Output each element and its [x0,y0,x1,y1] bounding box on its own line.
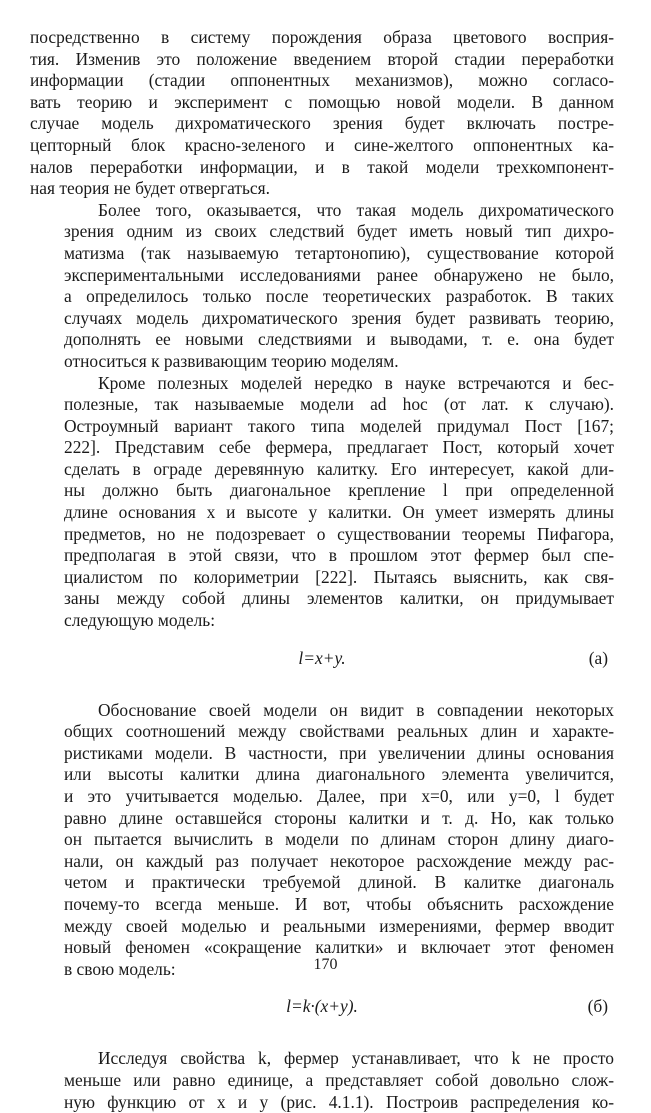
paragraph-1 [30,27,614,200]
text-line: циалистом по колориметрии [222]. Пытаясь выяснить, как свя- [64,566,614,587]
text-line: Остроумный вариант такого типа моделей придумал Пост [167; [64,415,614,436]
text-line: случае модель дихроматического зрения будет включать постре- [30,113,614,134]
text-line: ны должно быть диагональное крепление l при определенной [64,480,614,501]
text-line: 222]. Представим себе фермера, предлагает Пост, который хочет [64,437,614,458]
formula-expression: l=k·(x+y). [286,996,358,1017]
text-line: информации (стадии оппонентных механизмов), можно согласо- [30,70,614,91]
text-line: а определилось только после теоретических разработок. В таких [64,286,614,307]
text-line: сделать в ограде деревянную калитку. Его интересует, какой дли- [64,458,614,479]
text-line: длине основания x и высоте y калитки. Он умеет измерять длины [64,502,614,523]
text-line: между своей моделью и реальными измерениями, фермер вводит [64,915,614,936]
text-line: налов переработки информации, и в такой модели трехкомпонент- [30,156,614,177]
text-line: четом и практически требуемой длиной. В калитке диагональ [64,872,614,893]
text-line: нали, он каждый раз получает некоторое расхождение между рас- [64,850,614,871]
text-line: ную функцию от x и y (рис. 4.1.1). Построив распределения ко- [64,1091,614,1112]
text-line: матизма (так называемую тетартонопию), существование которой [64,242,614,263]
text-line: заны между собой длины элементов калитки, он придумывает [64,588,614,609]
text-line: Более того, оказывается, что такая модель дихроматического [98,199,614,220]
text-line: зрения одним из своих следствий будет иметь новый тип дихро- [64,221,614,242]
text-line: почему-то всегда меньше. И вот, чтобы объяснить расхождение [64,893,614,914]
formula-label: (а) [588,647,608,668]
text-line: равно длине оставшейся стороны калитки и т. д. Но, как только [64,807,614,828]
text-line: Исследуя свойства k, фермер устанавливает, что k не просто [98,1048,614,1069]
text-line: относиться к развивающим теорию моделям. [64,350,399,371]
paragraph-5 [30,1048,614,1113]
text-line: случаях модель дихроматического зрения будет развивать теорию, [64,307,614,328]
paragraph-4 [30,700,614,981]
text-line: ристиками модели. В частности, при увеличении длины основания [64,742,614,763]
formula-label: (б) [587,996,608,1017]
formula-a [30,648,614,670]
text-line: экспериментальными исследованиями ранее обнаружено не было, [64,264,614,285]
paragraph-3 [30,373,614,632]
formula-expression: l=x+y. [298,647,346,668]
text-line: следующую модель: [64,610,216,631]
text-line: цепторный блок красно-зеленого и сине-желтого оппонентных ка- [30,134,614,155]
text-line: полезные, так называемые модели ad hoc (от лат. к случаю). [64,394,614,415]
text-line: посредственно в систему порождения образа цветового восприя- [30,27,614,47]
text-line: вать теорию и эксперимент с помощью новой модели. В данном [30,91,614,112]
text-line: новый феномен «сокращение калитки» и включает этот феномен [64,937,614,958]
paragraph-2 [30,200,614,373]
text-line: предполагая в этой связи, что в прошлом этот фермер был спе- [64,545,614,566]
text-line: и это учитывается моделью. Далее, при x=0, или y=0, l будет [64,786,614,806]
text-line: предметов, но не подозревает о существовании теоремы Пифагора, [64,523,614,544]
text-line: Обоснование своей модели он видит в совпадении некоторых [98,699,614,720]
text-line: общих соотношений между свойствами реальных длин и характе- [64,721,614,742]
text-line: в свою модель: [64,958,176,979]
text-line: меньше или равно единице, а представляет собой довольно слож- [64,1069,614,1090]
text-line: ная теория не будет отвергаться. [30,178,270,199]
text-line: дополнять ее новыми следствиями и выводами, т. е. она будет [64,329,614,350]
text-line: Кроме полезных моделей нередко в науке встречаются и бес- [98,372,614,393]
page-number: 170 [313,956,338,973]
text-line: или высоты калитки длина диагонального элемента увеличится, [64,764,614,785]
page-body [30,27,614,1113]
text-line: тия. Изменив это положение введением второй стадии переработки [30,48,614,69]
text-line: он пытается вычислить в модели по длинам сторон длину диаго- [64,829,614,850]
